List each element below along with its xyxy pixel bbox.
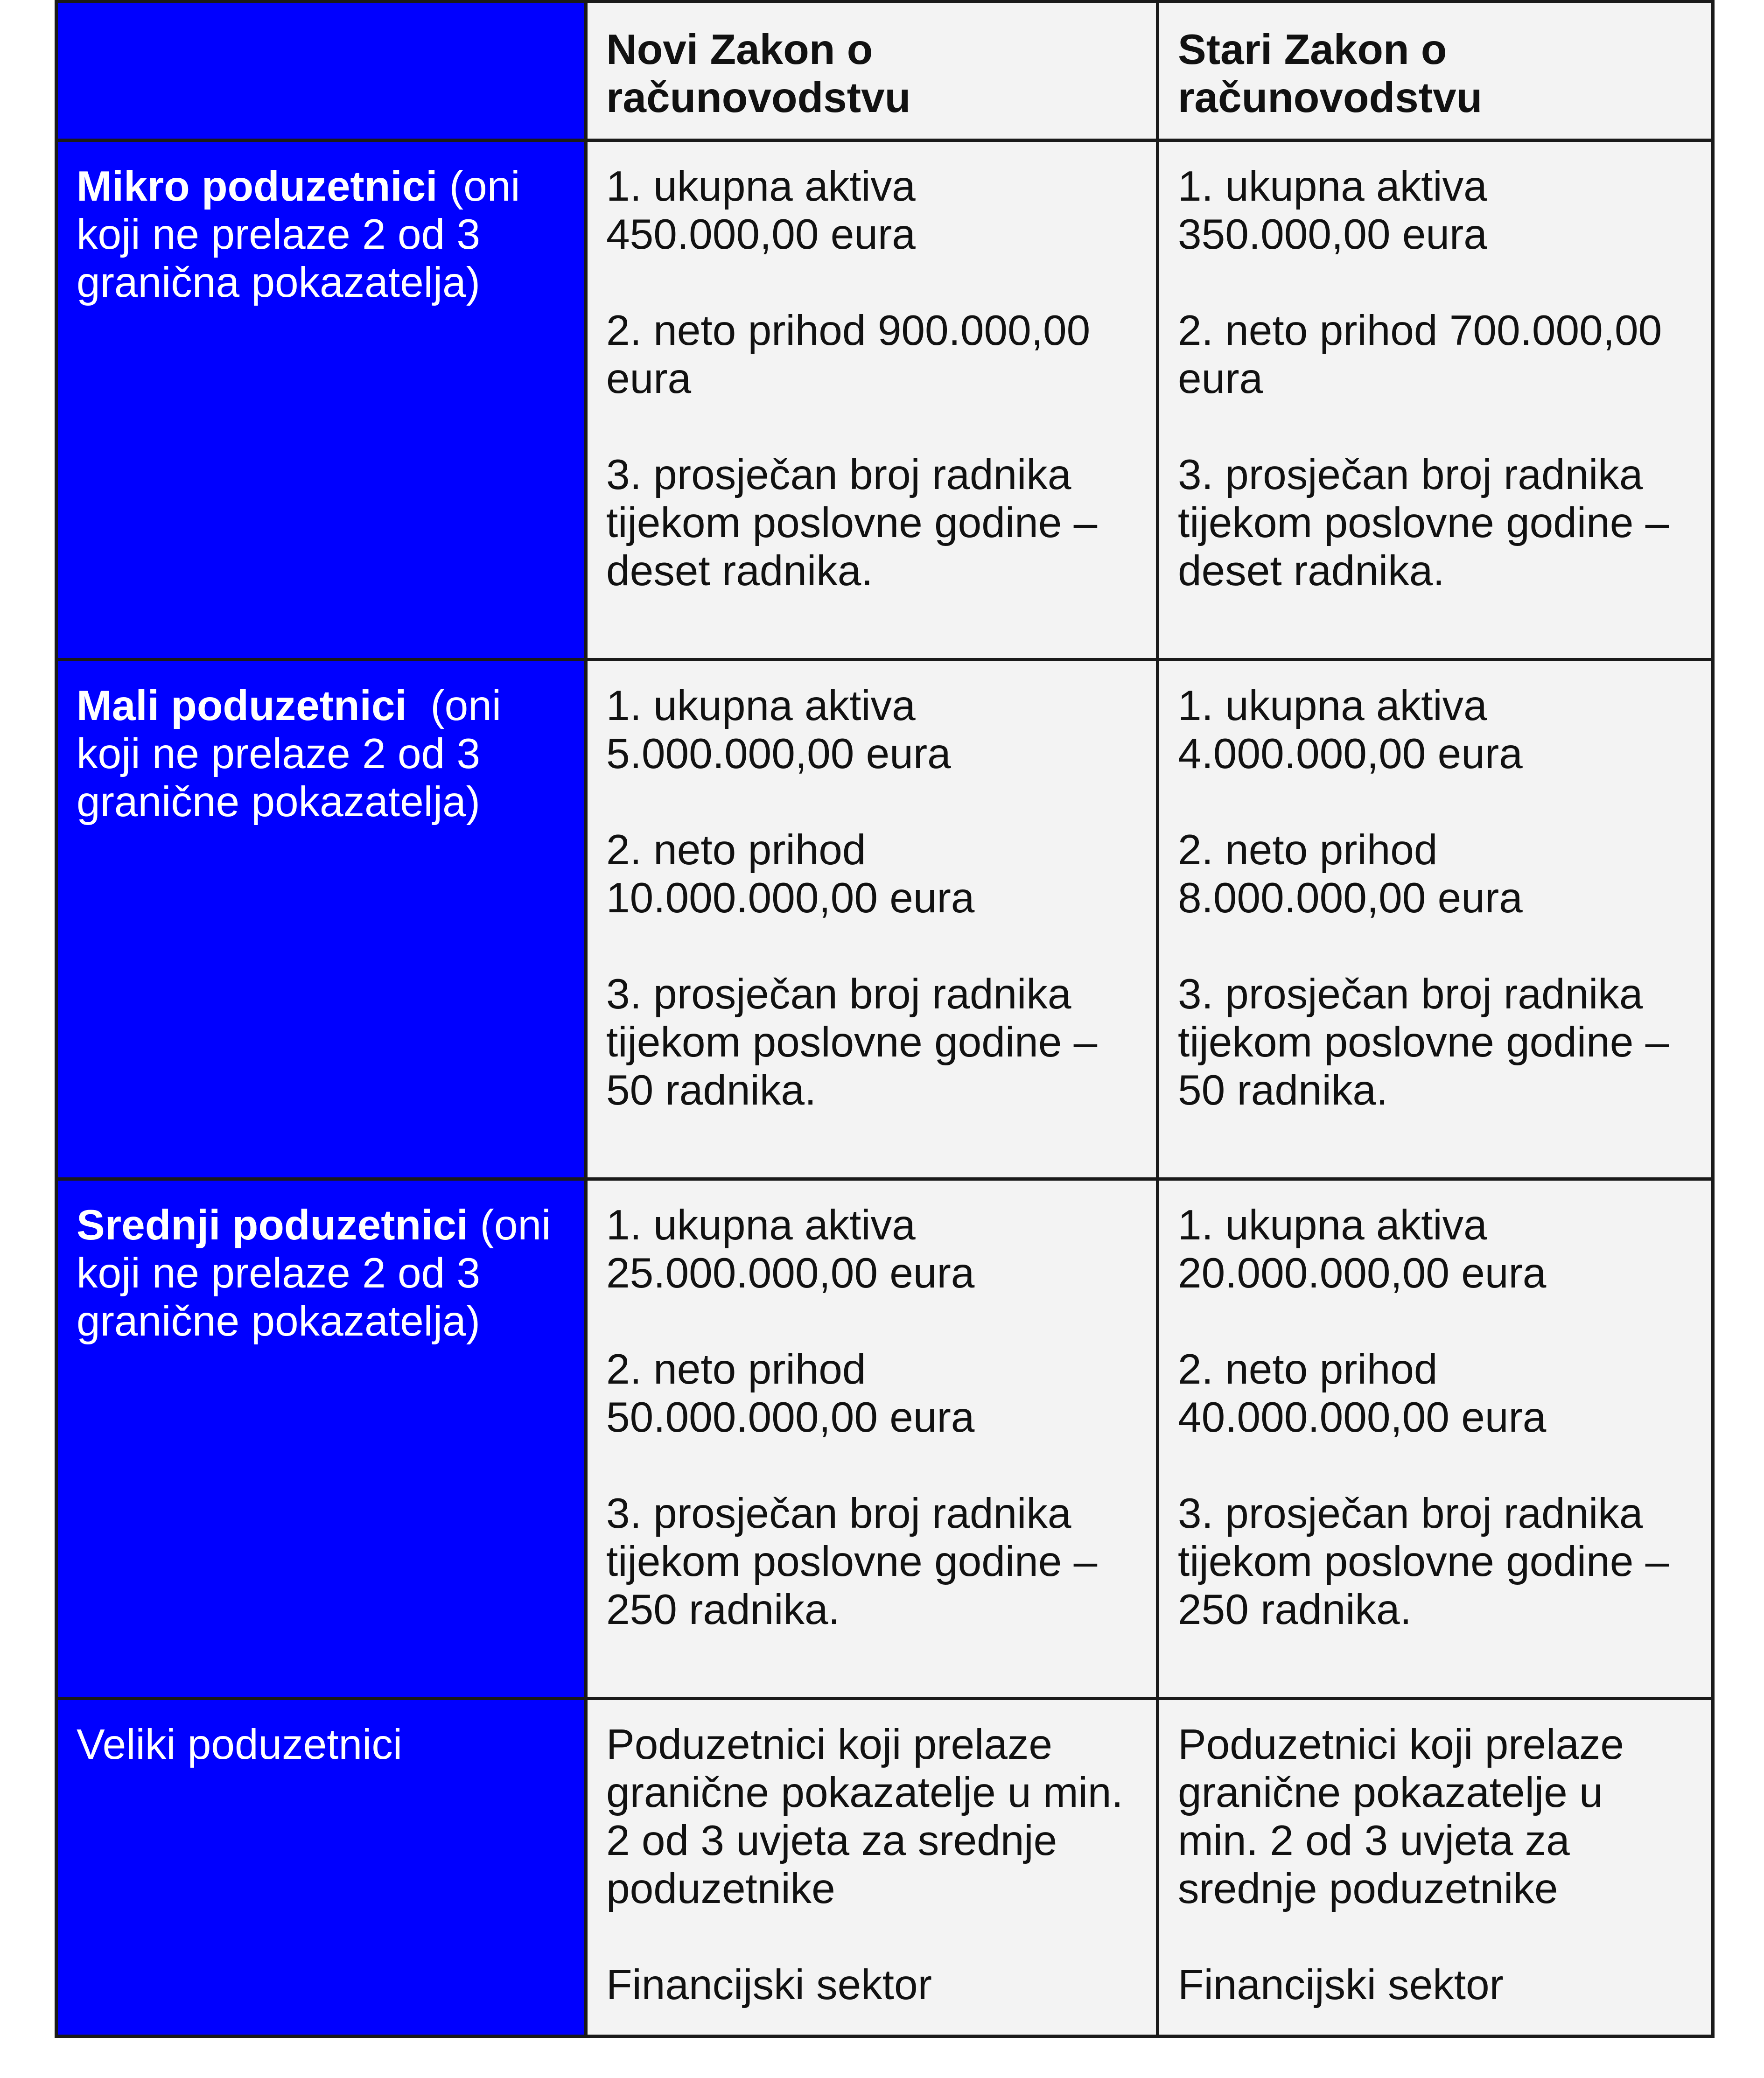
criterion-employees: 3. prosječan broj radnika tijekom poslovne godine – 50 radnika. xyxy=(1178,971,1669,1114)
cell-new-mikro xyxy=(586,140,1158,660)
criterion-revenue: 2. neto prihod 40.000.000,00 eura xyxy=(1178,1346,1547,1441)
criterion-employees: 3. prosječan broj radnika tijekom poslovne godine – 250 radnika. xyxy=(1178,1490,1669,1633)
row-label-bold: Mali poduzetnici xyxy=(77,682,407,729)
table-row xyxy=(56,1699,1713,2036)
row-label-mikro xyxy=(56,140,586,660)
cell-old-srednji xyxy=(1158,1179,1713,1699)
criterion-revenue: 2. neto prihod 50.000.000,00 eura xyxy=(606,1346,975,1441)
row-label-rest: (oni koji ne prelaze 2 od 3 granične pokazatelja) xyxy=(77,682,513,826)
cell-new-mali xyxy=(586,660,1158,1179)
criterion-assets: 1. ukupna aktiva 350.000,00 eura xyxy=(1178,163,1487,258)
row-label-bold: Srednji poduzetnici xyxy=(77,1202,469,1249)
table-row xyxy=(56,660,1713,1179)
row-label-bold: Mikro poduzetnici xyxy=(77,163,438,210)
row-label-srednji xyxy=(56,1179,586,1699)
criterion-description: Poduzetnici koji prelaze granične pokazatelje u min. 2 od 3 uvjeta za srednje poduzetnike xyxy=(1178,1721,1624,1912)
row-label-rest: (oni koji ne prelaze 2 od 3 granične pokazatelja) xyxy=(77,1202,551,1345)
criterion-assets: 1. ukupna aktiva 20.000.000,00 eura xyxy=(1178,1202,1547,1297)
criterion-revenue: 2. neto prihod 900.000,00 eura xyxy=(606,307,1091,402)
row-label-rest: (oni koji ne prelaze 2 od 3 granična pokazatelja) xyxy=(77,163,520,306)
criterion-assets: 1. ukupna aktiva 4.000.000,00 eura xyxy=(1178,682,1523,777)
criterion-employees: 3. prosječan broj radnika tijekom poslovne godine – deset radnika. xyxy=(606,451,1098,595)
row-label-veliki: Veliki poduzetnici xyxy=(56,1699,586,2036)
header-corner-cell xyxy=(56,2,586,140)
criterion-assets: 1. ukupna aktiva 5.000.000,00 eura xyxy=(606,682,951,777)
cell-new-veliki xyxy=(586,1699,1158,2036)
criterion-employees: 3. prosječan broj radnika tijekom poslovne godine – 250 radnika. xyxy=(606,1490,1098,1633)
criterion-assets: 1. ukupna aktiva 450.000,00 eura xyxy=(606,163,916,258)
table-row xyxy=(56,1179,1713,1699)
criterion-revenue: 2. neto prihod 8.000.000,00 eura xyxy=(1178,826,1523,922)
criterion-financial-sector: Financijski sektor xyxy=(606,1961,932,2008)
criterion-employees: 3. prosječan broj radnika tijekom poslovne godine – 50 radnika. xyxy=(606,971,1098,1114)
criterion-revenue: 2. neto prihod 700.000,00 eura xyxy=(1178,307,1662,402)
cell-old-veliki xyxy=(1158,1699,1713,2036)
header-old-law: Stari Zakon o računovodstvu xyxy=(1158,2,1713,140)
cell-old-mikro xyxy=(1158,140,1713,660)
cell-old-mali xyxy=(1158,660,1713,1179)
criterion-assets: 1. ukupna aktiva 25.000.000,00 eura xyxy=(606,1202,975,1297)
cell-new-srednji xyxy=(586,1179,1158,1699)
criterion-revenue: 2. neto prihod 10.000.000,00 eura xyxy=(606,826,975,922)
criterion-financial-sector: Financijski sektor xyxy=(1178,1961,1504,2008)
table-row xyxy=(56,140,1713,660)
comparison-table xyxy=(55,0,1715,2038)
row-label-mali xyxy=(56,660,586,1179)
criterion-employees: 3. prosječan broj radnika tijekom poslovne godine – deset radnika. xyxy=(1178,451,1669,595)
header-row xyxy=(56,2,1713,140)
header-new-law: Novi Zakon o računovodstvu xyxy=(586,2,1158,140)
criterion-description: Poduzetnici koji prelaze granične pokazatelje u min. 2 od 3 uvjeta za srednje poduzetnike xyxy=(606,1721,1123,1912)
